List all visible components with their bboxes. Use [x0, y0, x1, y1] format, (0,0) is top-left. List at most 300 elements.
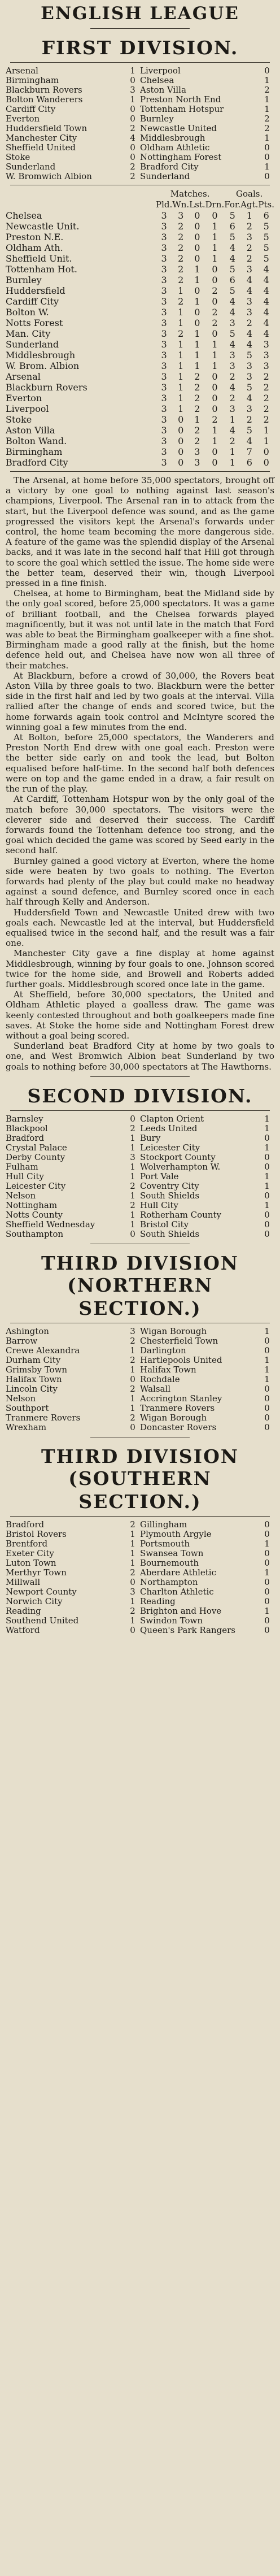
team-name: Chelsea: [6, 210, 42, 221]
table-row: [6, 242, 274, 253]
home-score: 0: [130, 152, 135, 162]
table-header: [6, 199, 274, 210]
away-team: Halifax Town: [140, 1365, 196, 1375]
away-score: 1: [264, 75, 270, 85]
table-row: [6, 360, 274, 371]
team-name: Man. City: [6, 328, 51, 339]
away-team: Doncaster Rovers: [140, 1422, 217, 1432]
away-score: 1: [264, 1142, 270, 1153]
table-cell: 3: [178, 210, 184, 221]
table-cell: 2: [178, 275, 184, 285]
home-score: 4: [130, 133, 135, 143]
home-score: 0: [130, 1374, 135, 1384]
home-team: Wrexham: [6, 1422, 47, 1432]
away-team: Bradford City: [140, 162, 199, 172]
home-team: Bradford: [6, 1133, 45, 1143]
table-cell: 2: [246, 242, 252, 253]
away-team: Charlton Athletic: [140, 1587, 214, 1597]
table-cell: 4: [229, 339, 235, 350]
home-score: 2: [130, 1412, 135, 1423]
result-row: [6, 105, 274, 114]
result-row: [6, 1114, 274, 1124]
away-score: 1: [264, 104, 270, 114]
table-cell: 5: [229, 285, 235, 296]
table-cell: 4: [229, 253, 235, 264]
table-row: [6, 264, 274, 275]
table-cell: 5: [246, 350, 252, 360]
away-score: 0: [264, 142, 270, 153]
team-name: Arsenal: [6, 371, 41, 382]
table-cell: 0: [194, 210, 200, 221]
table-cell: 5: [263, 253, 269, 264]
table-row: [6, 414, 274, 425]
table-cell: 4: [246, 275, 252, 285]
table-cell: 2: [212, 414, 218, 425]
home-score: 1: [130, 1596, 135, 1606]
away-team: Hartlepools United: [140, 1355, 222, 1365]
table-cell: 3: [161, 360, 167, 371]
result-row: [6, 1210, 274, 1220]
table-row: [6, 221, 274, 232]
away-team: Newcastle United: [140, 124, 217, 133]
away-score: 1: [264, 133, 270, 143]
table-cell: 5: [246, 382, 252, 393]
result-row: [6, 1201, 274, 1210]
table-row: [6, 403, 274, 414]
table-cell: 1: [263, 425, 269, 436]
table-cell: 2: [194, 371, 200, 382]
table-cell: 6: [246, 457, 252, 468]
table-cell: 3: [229, 360, 235, 371]
result-row: [6, 1365, 274, 1375]
table-cell: 1: [212, 339, 218, 350]
result-row: [6, 1133, 274, 1143]
table-cell: 2: [178, 296, 184, 307]
report-paragraph: Burnley gained a good victory at Everton, where the home side were beaten by two goals to nothing. The Everton forwards had plenty of the play but could make no headway against a sound defence, and Burnley scored once in each half through Kelly and Anderson.: [6, 855, 274, 907]
divider: [10, 1110, 270, 1111]
table-cell: 3: [161, 253, 167, 264]
home-score: 2: [130, 1519, 135, 1530]
home-score: 1: [130, 1219, 135, 1230]
away-team: Aston Villa: [140, 85, 186, 95]
away-team: Plymouth Argyle: [140, 1529, 212, 1539]
table-cell: 4: [263, 296, 269, 307]
away-team: Swansea Town: [140, 1548, 204, 1558]
away-score: 1: [264, 1364, 270, 1375]
result-row: [6, 1220, 274, 1230]
team-name: Liverpool: [6, 403, 49, 414]
team-name: Notts Forest: [6, 318, 63, 328]
table-cell: 2: [212, 285, 218, 296]
away-score: 2: [264, 114, 270, 124]
away-score: 0: [264, 1557, 270, 1568]
table-cell: 1: [212, 350, 218, 360]
team-name: Tottenham Hot.: [6, 264, 77, 275]
team-name: Everton: [6, 393, 42, 403]
home-score: 1: [130, 1548, 135, 1558]
home-team: Stoke: [6, 153, 30, 162]
table-cell: 3: [246, 296, 252, 307]
home-score: 0: [130, 1422, 135, 1432]
table-cell: 0: [212, 393, 218, 403]
table-cell: 1: [178, 339, 184, 350]
away-team: South Shields: [140, 1191, 200, 1201]
away-team: Queen's Park Rangers: [140, 1625, 235, 1635]
home-team: Cardiff City: [6, 105, 56, 114]
table-cell: 3: [246, 232, 252, 242]
away-score: 0: [264, 1228, 270, 1239]
table-cell: 0: [194, 232, 200, 242]
table-cell: 1: [194, 275, 200, 285]
table-cell: 0: [194, 253, 200, 264]
table-cell: 2: [229, 371, 235, 382]
table-cell: 2: [212, 307, 218, 318]
table-cell: 1: [178, 318, 184, 328]
away-team: Chesterfield Town: [140, 1336, 218, 1346]
away-team: Leeds United: [140, 1123, 198, 1133]
home-team: Reading: [6, 1606, 41, 1616]
away-score: 0: [264, 1586, 270, 1597]
table-cell: 0: [212, 264, 218, 275]
table-cell: 3: [161, 382, 167, 393]
result-row: [6, 1384, 274, 1394]
table-cell: 1: [178, 382, 184, 393]
table-cell: 2: [246, 414, 252, 425]
table-cell: 4: [229, 296, 235, 307]
table-cell: 3: [161, 221, 167, 232]
table-cell: 1: [212, 232, 218, 242]
table-cell: 1: [212, 436, 218, 446]
table-cell: 0: [194, 307, 200, 318]
table-cell: 2: [212, 318, 218, 328]
away-team: Stockport County: [140, 1152, 216, 1162]
table-cell: 3: [161, 446, 167, 457]
table-cell: 6: [229, 275, 235, 285]
away-score: 0: [264, 1402, 270, 1413]
home-score: 1: [130, 1615, 135, 1626]
team-name: Stoke: [6, 414, 32, 425]
home-team: Luton Town: [6, 1558, 56, 1568]
table-cell: 0: [212, 296, 218, 307]
result-row: [6, 1230, 274, 1239]
column-header: Pts.: [258, 199, 274, 210]
table-cell: 4: [246, 328, 252, 339]
table-cell: 1: [178, 393, 184, 403]
result-row: [6, 1597, 274, 1606]
table-cell: 2: [194, 425, 200, 436]
result-row: [6, 1346, 274, 1356]
home-score: 0: [130, 114, 135, 124]
table-cell: 3: [161, 425, 167, 436]
home-team: Manchester City: [6, 133, 77, 143]
table-cell: 4: [263, 275, 269, 285]
home-score: 2: [130, 1123, 135, 1133]
table-cell: 2: [263, 382, 269, 393]
away-score: 1: [264, 1605, 270, 1616]
table-cell: 3: [229, 350, 235, 360]
home-score: 2: [130, 1605, 135, 1616]
away-team: Portsmouth: [140, 1539, 190, 1549]
table-cell: 3: [194, 457, 200, 468]
team-name: Aston Villa: [6, 425, 55, 436]
home-score: 1: [130, 1209, 135, 1220]
away-team: Walsall: [140, 1384, 171, 1394]
away-team: Clapton Orient: [140, 1114, 204, 1124]
away-score: 2: [264, 85, 270, 95]
home-team: Huddersfield Town: [6, 124, 88, 133]
home-score: 1: [130, 1142, 135, 1153]
table-cell: 5: [263, 232, 269, 242]
away-score: 1: [264, 1171, 270, 1181]
home-team: Sheffield United: [6, 143, 76, 153]
table-cell: 2: [229, 436, 235, 446]
table-cell: 3: [161, 339, 167, 350]
table-cell: 0: [212, 457, 218, 468]
away-score: 1: [264, 94, 270, 105]
table-cell: 4: [229, 425, 235, 436]
third-north-results: [6, 1327, 274, 1432]
result-row: [6, 1191, 274, 1201]
result-row: [6, 1549, 274, 1558]
table-cell: 2: [246, 318, 252, 328]
table-cell: 3: [263, 339, 269, 350]
home-team: Watford: [6, 1625, 40, 1635]
report-paragraph: At Cardiff, Tottenham Hotspur won by the only goal of the match before 30,000 spectators. The visitors were the cleverer side and deserved their success. The Cardiff forwards found the Tottenham defence too strong, and the goal which decided the game was scored by Seed early in the second half.: [6, 794, 274, 856]
away-score: 0: [264, 152, 270, 162]
home-score: 2: [130, 1567, 135, 1578]
table-cell: 4: [229, 382, 235, 393]
table-cell: 1: [212, 242, 218, 253]
table-cell: 1: [229, 414, 235, 425]
away-team: Nottingham Forest: [140, 153, 222, 162]
away-team: Burnley: [140, 114, 174, 124]
table-cell: 3: [161, 232, 167, 242]
away-team: Bournemouth: [140, 1558, 199, 1568]
home-score: 1: [130, 1364, 135, 1375]
home-score: 0: [130, 1113, 135, 1124]
table-cell: 4: [263, 285, 269, 296]
table-row: [6, 285, 274, 296]
home-team: Barrow: [6, 1336, 38, 1346]
table-row: [6, 436, 274, 446]
column-header: Drn.: [205, 199, 225, 210]
away-score: 0: [264, 1548, 270, 1558]
home-team: Southport: [6, 1403, 49, 1413]
home-team: Blackburn Rovers: [6, 85, 82, 95]
team-name: Newcastle Unit.: [6, 221, 80, 232]
table-cell: 0: [178, 457, 184, 468]
team-name: Bolton Wand.: [6, 436, 67, 446]
away-score: 0: [264, 1219, 270, 1230]
table-cell: 3: [161, 414, 167, 425]
away-score: 1: [264, 1538, 270, 1549]
away-team: Wigan Borough: [140, 1413, 207, 1423]
away-score: 0: [264, 171, 270, 181]
away-score: 0: [264, 66, 270, 76]
result-row: [6, 1404, 274, 1413]
away-score: 0: [264, 1528, 270, 1539]
third-south-heading: THIRD DIVISION (SOUTHERN: [41, 1445, 239, 1489]
result-row: [6, 153, 274, 162]
home-team: Crewe Alexandra: [6, 1345, 80, 1356]
result-row: [6, 1616, 274, 1626]
report-paragraph: Huddersfield Town and Newcastle United drew with two goals each. Newcastle led at the interval, but Huddersfield equalised twice in the second half, and the result was a fair one.: [6, 907, 274, 949]
home-team: Sunderland: [6, 162, 56, 172]
home-team: Fulham: [6, 1162, 38, 1172]
goals-header: Goals.: [236, 189, 263, 199]
table-cell: 0: [194, 221, 200, 232]
home-score: 1: [130, 1161, 135, 1172]
table-cell: 1: [212, 221, 218, 232]
home-score: 2: [130, 1383, 135, 1394]
away-team: South Shields: [140, 1229, 200, 1239]
result-row: [6, 172, 274, 181]
table-cell: 3: [161, 242, 167, 253]
result-row: [6, 95, 274, 105]
home-score: 1: [130, 1538, 135, 1549]
table-row: [6, 350, 274, 360]
table-cell: 3: [161, 371, 167, 382]
match-report: [6, 475, 274, 1072]
away-score: 1: [264, 162, 270, 172]
away-score: 1: [264, 1113, 270, 1124]
table-cell: 2: [263, 403, 269, 414]
table-cell: 1: [194, 360, 200, 371]
first-division-heading: FIRST DIVISION.: [41, 37, 239, 59]
table-row: [6, 232, 274, 242]
away-team: Chelsea: [140, 76, 174, 85]
table-cell: 0: [194, 242, 200, 253]
table-cell: 5: [229, 210, 235, 221]
away-score: 1: [264, 1374, 270, 1384]
home-score: 3: [130, 1152, 135, 1162]
home-score: 2: [130, 171, 135, 181]
away-score: 0: [264, 1335, 270, 1346]
team-name: W. Brom. Albion: [6, 360, 80, 371]
table-cell: 0: [178, 436, 184, 446]
home-team: Bradford: [6, 1519, 45, 1530]
result-row: [6, 1375, 274, 1384]
home-score: 0: [130, 1624, 135, 1635]
home-score: 2: [130, 123, 135, 133]
table-cell: 2: [194, 436, 200, 446]
away-team: Rotherham County: [140, 1210, 221, 1220]
table-cell: 1: [212, 253, 218, 264]
result-row: [6, 162, 274, 172]
result-row: [6, 1172, 274, 1181]
home-score: 1: [130, 1345, 135, 1356]
team-name: Bolton W.: [6, 307, 49, 318]
home-team: Halifax Town: [6, 1374, 62, 1384]
table-cell: 1: [194, 328, 200, 339]
table-cell: 5: [263, 221, 269, 232]
away-team: Wolverhampton W.: [140, 1162, 221, 1172]
divider: [10, 1516, 270, 1517]
home-score: 0: [130, 104, 135, 114]
home-team: Arsenal: [6, 66, 38, 76]
away-team: Bury: [140, 1133, 161, 1143]
team-name: Huddersfield: [6, 285, 65, 296]
team-name: Oldham Ath.: [6, 242, 63, 253]
third-north-heading: THIRD DIVISION (NORTHERN: [41, 1252, 239, 1296]
team-name: Bradford City: [6, 457, 68, 468]
report-paragraph: At Sheffield, before 30,000 spectators, the United and Oldham Athletic played a goalless draw. The game was keenly contested throughout and both goalkeepers made fine saves. At Stoke the home side and Nottingham Forest drew without a goal being scored.: [6, 989, 274, 1041]
table-cell: 3: [161, 436, 167, 446]
table-cell: 4: [246, 436, 252, 446]
away-score: 1: [264, 1567, 270, 1578]
away-team: Hull City: [140, 1200, 178, 1210]
team-name: Blackburn Rovers: [6, 382, 88, 393]
result-row: [6, 1568, 274, 1578]
table-cell: 0: [212, 210, 218, 221]
away-score: 1: [264, 1180, 270, 1191]
table-cell: 3: [161, 393, 167, 403]
table-header-top: [6, 189, 274, 199]
table-cell: 1: [194, 296, 200, 307]
home-score: 3: [130, 1326, 135, 1336]
result-row: [6, 1423, 274, 1432]
table-cell: 1: [229, 457, 235, 468]
team-name: Cardiff City: [6, 296, 59, 307]
table-cell: 0: [194, 285, 200, 296]
away-score: 0: [264, 1615, 270, 1626]
result-row: [6, 1578, 274, 1587]
away-team: Middlesbrough: [140, 133, 205, 143]
table-cell: 1: [194, 264, 200, 275]
result-row: [6, 1394, 274, 1404]
table-cell: 3: [229, 403, 235, 414]
report-paragraph: The Arsenal, at home before 35,000 spectators, brought off a victory by one goal to nothing against last season's champions, Liverpool. The Arsenal ran in to attack from the start, but the Liverpool defence was sound, and as the game progressed the visitors kept the Arsenal's forwards under control, the home team becoming the more dangerous side. A feature of the game was the splendid display of the Arsenal backs, and it was late in the second half that Hill got through to score the goal which settled the issue. The home side were the better team, deserved their win, though Liverpool pressed in a fine finish.: [6, 475, 274, 589]
team-name: Middlesbrough: [6, 350, 76, 360]
away-score: 0: [264, 1596, 270, 1606]
table-cell: 0: [212, 382, 218, 393]
table-cell: 2: [263, 414, 269, 425]
away-team: Wigan Borough: [140, 1326, 207, 1336]
home-score: 3: [130, 85, 135, 95]
away-team: Gillingham: [140, 1519, 187, 1530]
away-team: Rochdale: [140, 1374, 180, 1384]
table-cell: 1: [246, 210, 252, 221]
result-row: [6, 66, 274, 76]
table-cell: 0: [178, 446, 184, 457]
table-cell: 5: [229, 328, 235, 339]
home-team: Ashington: [6, 1326, 49, 1336]
matches-header: Matches.: [170, 189, 210, 199]
table-row: [6, 318, 274, 328]
away-team: Swindon Town: [140, 1615, 203, 1626]
home-score: 1: [130, 1132, 135, 1143]
table-cell: 2: [194, 393, 200, 403]
table-cell: 2: [178, 264, 184, 275]
table-cell: 3: [161, 350, 167, 360]
result-row: [6, 1336, 274, 1346]
table-cell: 7: [246, 446, 252, 457]
home-score: 2: [130, 1335, 135, 1346]
table-cell: 6: [229, 221, 235, 232]
home-team: Southend United: [6, 1615, 79, 1626]
result-row: [6, 1520, 274, 1530]
table-cell: 3: [161, 264, 167, 275]
table-cell: 2: [194, 382, 200, 393]
home-score: 0: [130, 75, 135, 85]
table-cell: 0: [212, 403, 218, 414]
home-score: 2: [130, 1200, 135, 1210]
away-team: Northampton: [140, 1577, 198, 1587]
table-cell: 1: [178, 360, 184, 371]
table-cell: 3: [161, 403, 167, 414]
result-row: [6, 1162, 274, 1172]
home-score: 1: [130, 1528, 135, 1539]
